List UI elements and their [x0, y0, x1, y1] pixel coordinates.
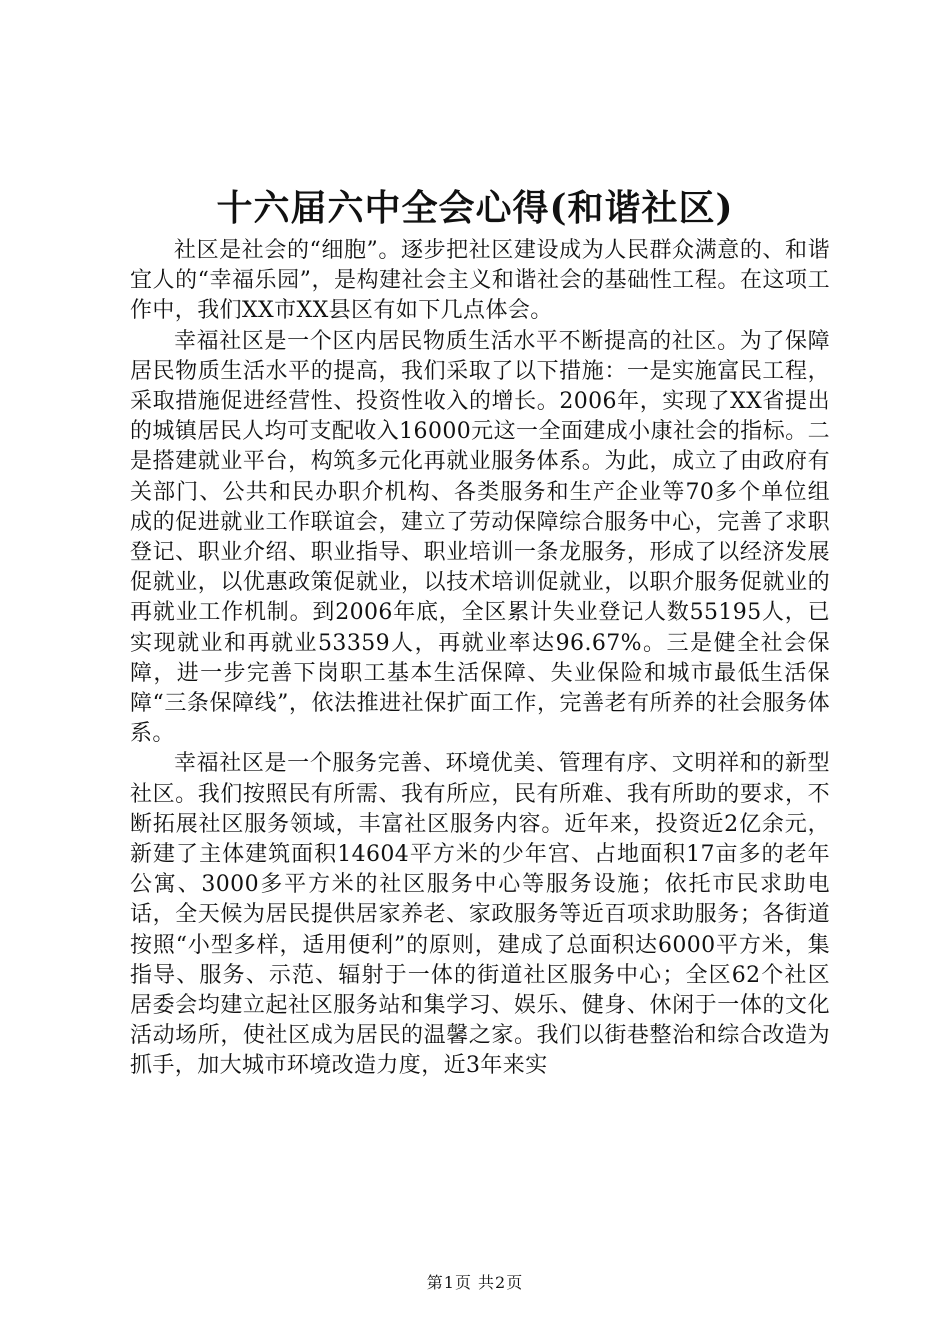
paragraph: 社区是社会的“细胞”。逐步把社区建设成为人民群众满意的、和谐宜人的“幸福乐园”，是构建社会主义和谐社会的基础性工程。在这项工作中，我们XX市XX县区有如下几点体会。 — [130, 238, 830, 324]
document-title: 十六届六中全会心得(和谐社区) — [216, 187, 734, 229]
page-footer: 第1页 共2页 — [426, 1273, 524, 1292]
paragraph: 幸福社区是一个区内居民物质生活水平不断提高的社区。为了保障居民物质生活水平的提高，我们采取了以下措施：一是实施富民工程，采取措施促进经营性、投资性收入的增长。2006年，实现了XX省提出的城镇居民人均可支配收入16000元这一全面建成小康社会的指标。二是搭建就业平台，构筑多元化再就业服务体系。为此，成立了由政府有关部门、公共和民办职介机构、各类服务和生产企业等70多个单位组成的促进就业工作联谊会，建立了劳动保障综合服务中心，完善了求职登记、职业介绍、职业指导、职业培训一条龙服务，形成了以经济发展促就业，以优惠政策促就业，以技术培训促就业，以职介服务促就业的再就业工作机制。到2006年底，全区累计失业登记人数55195人，已实现就业和再就业53359人，再就业率达96.67%。三是健全社会保障，进一步完善下岗职工基本生活保障、失业保险和城市最低生活保障“三条保障线”，依法推进社保扩面工作，完善老有所养的社会服务体系。 — [130, 328, 830, 747]
document-body — [130, 236, 830, 1082]
paragraph: 幸福社区是一个服务完善、环境优美、管理有序、文明祥和的新型社区。我们按照民有所需、我有所应，民有所难、我有所助的要求，不断拓展社区服务领域，丰富社区服务内容。近年来，投资近2亿余元，新建了主体建筑面积14604平方米的少年宫、占地面积17亩多的老年公寓、3000多平方米的社区服务中心等服务设施；依托市民求助电话，全天候为居民提供居家养老、家政服务等近百项求助服务；各街道按照“小型多样，适用便利”的原则，建成了总面积达6000平方米，集指导、服务、示范、辐射于一体的街道社区服务中心；全区62个社区居委会均建立起社区服务站和集学习、娱乐、健身、休闲于一体的文化活动场所，使社区成为居民的温馨之家。我们以街巷整治和综合改造为抓手，加大城市环境改造力度，近3年来实 — [130, 751, 830, 1079]
